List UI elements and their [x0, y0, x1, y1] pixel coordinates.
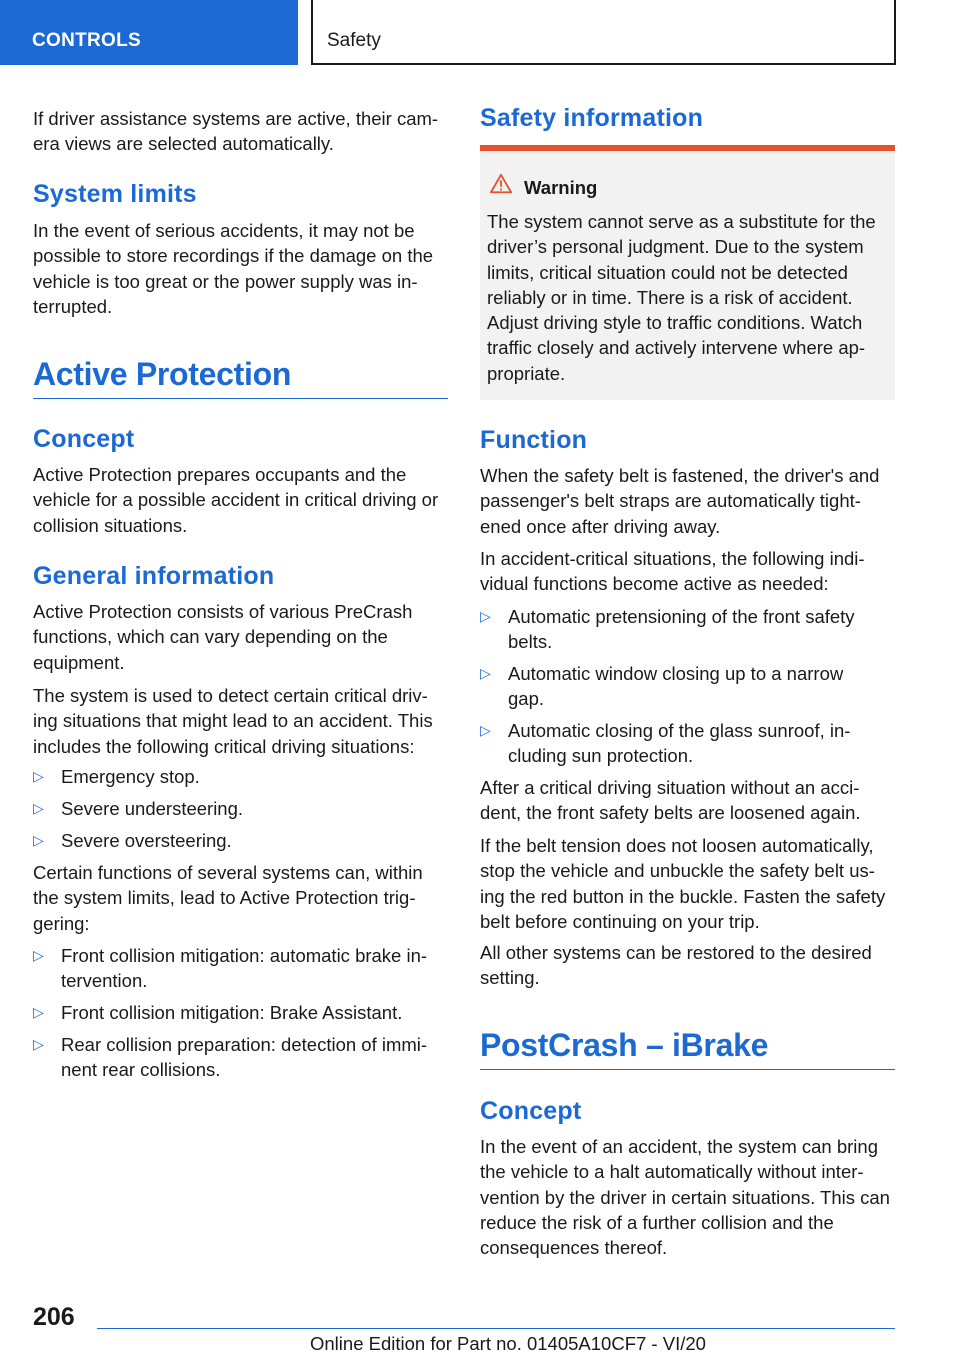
function-paragraph-2: In accident-critical situations, the following indi-vidual functions become active as needed:	[480, 548, 865, 595]
function-paragraph-1: When the safety belt is fastened, the driver's and passenger's belt straps are automatically tight-ened once after driving away.	[480, 465, 880, 537]
system-limits-heading: System limits	[33, 180, 197, 208]
list-item-text: Automatic pretensioning of the front safety belts.	[508, 606, 855, 653]
triangle-right-icon: ▷	[33, 1036, 44, 1052]
triangle-right-icon: ▷	[33, 947, 44, 963]
postcrash-heading: PostCrash – iBrake	[480, 1027, 769, 1063]
heading-rule	[480, 1069, 895, 1070]
list-item-text: Severe oversteering.	[61, 830, 232, 851]
general-paragraph-1: Active Protection consists of various PreCrash functions, which can vary depending on the equipment.	[33, 601, 413, 673]
chapter-tab: CONTROLS	[0, 0, 298, 65]
list-item-text: Automatic closing of the glass sunroof, in-cluding sun protection.	[508, 720, 851, 767]
list-item-text: Emergency stop.	[61, 766, 200, 787]
list-item-text: Front collision mitigation: Brake Assistant.	[61, 1002, 403, 1023]
list-item	[480, 604, 880, 655]
list-item	[480, 661, 870, 712]
triangle-right-icon: ▷	[33, 768, 44, 784]
triangle-right-icon: ▷	[480, 665, 491, 681]
concept-heading: Concept	[480, 1097, 582, 1125]
function-heading: Function	[480, 426, 588, 454]
list-item	[480, 718, 880, 769]
triangle-right-icon: ▷	[33, 1004, 44, 1020]
intro-paragraph: If driver assistance systems are active, their cam-era views are selected automatically.	[33, 108, 439, 155]
system-limits-paragraph: In the event of serious accidents, it may not be possible to store recordings if the damage on the vehicle is too great or the power supply was in-terrupted.	[33, 220, 434, 317]
warning-box	[480, 145, 895, 400]
section-title: Safety	[311, 0, 896, 65]
triangle-right-icon: ▷	[480, 722, 491, 738]
warning-triangle-icon	[490, 173, 512, 195]
function-paragraph-4: If the belt tension does not loosen automatically, stop the vehicle and unbuckle the safety belt us-ing the red button in the buckle. Fasten the safety belt before continuing on your trip.	[480, 835, 886, 932]
general-information-heading: General information	[33, 562, 275, 590]
list-item	[33, 943, 433, 994]
concept-heading: Concept	[33, 425, 135, 453]
footer-rule	[97, 1328, 895, 1329]
function-paragraph-3: After a critical driving situation without an acci-dent, the front safety belts are loosened again.	[480, 777, 861, 824]
heading-rule	[33, 398, 448, 399]
list-item	[33, 1000, 448, 1025]
function-paragraph-5: All other systems can be restored to the desired setting.	[480, 942, 872, 989]
list-item	[33, 828, 448, 853]
list-item-text: Automatic window closing up to a narrow gap.	[508, 663, 844, 710]
edition-text: Online Edition for Part no. 01405A10CF7 - VI/20	[310, 1333, 706, 1354]
active-protection-heading: Active Protection	[33, 356, 292, 392]
warning-title: Warning	[524, 177, 598, 198]
safety-information-heading: Safety information	[480, 104, 704, 132]
list-item-text: Severe understeering.	[61, 798, 244, 819]
page-number: 206	[33, 1303, 75, 1331]
list-item-text: Front collision mitigation: automatic brake in-tervention.	[61, 945, 428, 992]
list-item	[33, 764, 448, 789]
certain-functions-paragraph: Certain functions of several systems can, within the system limits, lead to Active Protection trig-gering:	[33, 862, 423, 934]
triangle-right-icon: ▷	[480, 608, 491, 624]
list-item	[33, 796, 448, 821]
list-item-text: Rear collision preparation: detection of immi-nent rear collisions.	[61, 1034, 428, 1081]
concept-paragraph: Active Protection prepares occupants and the vehicle for a possible accident in critical driving or collision situations.	[33, 464, 439, 536]
triangle-right-icon: ▷	[33, 800, 44, 816]
concept-paragraph: In the event of an accident, the system can bring the vehicle to a halt automatically without inter-vention by the driver in certain situations. This can reduce the risk of a further collision and the consequences thereof.	[480, 1136, 890, 1259]
triangle-right-icon: ▷	[33, 832, 44, 848]
list-item	[33, 1032, 438, 1083]
general-paragraph-2: The system is used to detect certain critical driv-ing situations that might lead to an accident. This includes the following critical driving situations:	[33, 685, 433, 757]
warning-text: The system cannot serve as a substitute for the driver’s personal judgment. Due to the system limits, critical situation could not be detected reliably or in time. There is a risk of accident. Adjust driving style to traffic conditions. Watch traffic closely and actively intervene where ap-propriate.	[487, 211, 876, 384]
